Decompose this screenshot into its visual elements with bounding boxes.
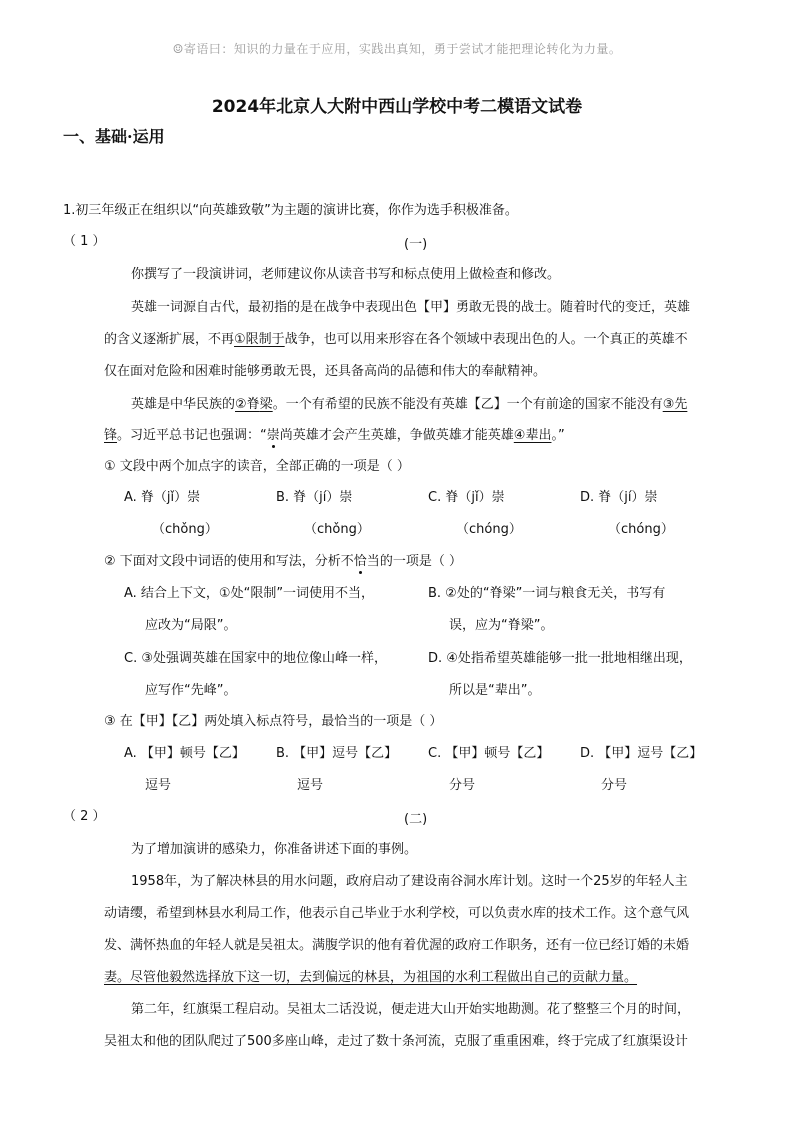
- q2-option-a[interactable]: A. 结合上下文，①处“限制”一词使用不当，: [124, 586, 375, 601]
- q1-option-b[interactable]: B. 脊（jí）崇: [276, 490, 353, 505]
- story-p1-line3: 发、满怀热血的年轻人就是吴祖太。满腹学识的他有着优渥的政府工作职务，还有一位已经订婚的未婚: [104, 938, 690, 953]
- q2-prompt-a: ② 下面对文段中词语的使用和写法，分析: [104, 554, 341, 569]
- underlined-phrase-3b: 锋: [104, 428, 118, 443]
- q1-option-d[interactable]: D. 脊（jí）崇: [580, 490, 658, 505]
- story-p1-line2: 动请缨，希望到林县水利局工作，他表示自己毕业于水利学校，可以负责水库的技术工作。这个意气风: [104, 906, 690, 921]
- q2-option-a-cont: 应改为“局限”。: [145, 618, 237, 633]
- q1-option-c-cont: （chóng）: [456, 522, 522, 537]
- story-p1-line4: 妻。尽管他毅然选择放下这一切，去到偏远的林县，为祖国的水利工程做出自己的贡献力量。: [104, 970, 638, 985]
- section-heading: 一、基础·运用: [63, 127, 165, 146]
- para1-line2-a: 的含义逐渐扩展，不再: [104, 332, 235, 347]
- story-p2-line1: 第二年，红旗渠工程启动。吴祖太二话没说，便走进大山开始实地勘测。花了整整三个月的时间，: [131, 1002, 691, 1017]
- header-motto: ☺寄语曰：知识的力量在于应用，实践出真知，勇于尝试才能把理论转化为力量。: [172, 42, 622, 56]
- para2-line1: [131, 396, 687, 414]
- q2-option-d-cont: 所以是“辈出”。: [449, 683, 541, 698]
- q2-option-b[interactable]: B. ②处的“脊梁”一词与粮食无关，书写有: [428, 586, 666, 601]
- underlined-phrase-3: ③先: [662, 397, 688, 412]
- underlined-phrase-2b: 梁: [259, 397, 273, 412]
- q3-option-c[interactable]: C. 【甲】顿号【乙】: [428, 746, 550, 761]
- part-number-2: （ 2 ）: [63, 809, 106, 824]
- q1-option-d-cont: （chóng）: [608, 522, 674, 537]
- story-p2-line2: 吴祖太和他的团队爬过了500多座山峰，走过了数十条河流，克服了重重困难，终于完成了红旗渠设计: [104, 1034, 688, 1049]
- part1-intro: 你撰写了一段演讲词，老师建议你从读音书写和标点使用上做检查和修改。: [131, 267, 561, 282]
- part-label-2: (二): [404, 812, 428, 827]
- q2-option-b-cont: 误，应为“脊梁”。: [449, 618, 554, 633]
- story-p1-line1: 1958年，为了解决林县的用水问题，政府启动了建设南谷洞水库计划。这时一个25岁的年轻人主: [131, 874, 688, 889]
- q2-prompt-b: 的一项是（ ）: [379, 554, 462, 569]
- q3-option-b[interactable]: B. 【甲】逗号【乙】: [276, 746, 398, 761]
- subquestion-3-prompt: ③ 在【甲】【乙】两处填入标点符号，最恰当的一项是（ ）: [104, 714, 443, 729]
- para2-line1-a: 英雄是中华民族的: [131, 397, 236, 412]
- subquestion-1-prompt: ① 文段中两个加点字的读音，全部正确的一项是（ ）: [104, 459, 410, 474]
- q2-option-c[interactable]: C. ③处强调英雄在国家中的地位像山峰一样，: [124, 651, 387, 666]
- para2-line2-a: 。习近平总书记也强调：“: [117, 428, 267, 443]
- q2-option-c-cont: 应写作“先峰”。: [145, 683, 237, 698]
- q1-option-c[interactable]: C. 脊（jǐ）崇: [428, 490, 505, 505]
- para1-line1: 英雄一词源自古代，最初指的是在战争中表现出色【甲】勇敢无畏的战士。随着时代的变迁，英雄: [131, 300, 691, 315]
- question-stem: 1.初三年级正在组织以“向英雄致敬”为主题的演讲比赛，你作为选手积极准备。: [63, 203, 518, 218]
- part-label-1: (一): [404, 237, 428, 252]
- para2-line2-b: 尚英雄才会产生英雄，争做英雄才能英雄: [279, 428, 514, 443]
- part-number-1: （ 1 ）: [63, 234, 106, 249]
- q3-option-d-cont: 分号: [601, 778, 628, 793]
- dotted-char: 崇: [266, 428, 280, 443]
- q3-option-b-cont: 逗号: [297, 778, 324, 793]
- underlined-phrase-2a: ②脊: [235, 397, 260, 412]
- para1-line2-b: 战争，也可以用来形容在各个领域中表现出色的人。一个真正的英雄不: [284, 332, 688, 347]
- q3-option-a-cont: 逗号: [145, 778, 172, 793]
- part2-intro: 为了增加演讲的感染力，你准备讲述下面的事例。: [131, 842, 418, 857]
- q1-option-a[interactable]: A. 脊（jǐ）崇: [124, 490, 201, 505]
- para1-line3: 仅在面对危险和困难时能够勇敢无畏，还具备高尚的品德和伟大的奉献精神。: [104, 364, 547, 379]
- subquestion-2-prompt: [104, 553, 462, 571]
- page-title: 2024年北京人大附中西山学校中考二模语文试卷: [211, 97, 583, 117]
- q2-option-d[interactable]: D. ④处指希望英雄能够一批一批地相继出现，: [428, 651, 692, 666]
- para2-line1-b: 。一个有希望的民族不能没有英雄【乙】一个有前途的国家不能没有: [272, 397, 663, 412]
- q1-option-a-cont: （chǒng）: [152, 522, 218, 537]
- q2-prompt-dotted: 不恰当: [340, 554, 380, 569]
- para2-line2: [104, 427, 565, 445]
- underlined-phrase-1: ①限制于: [234, 332, 285, 347]
- q1-option-b-cont: （chǒng）: [304, 522, 370, 537]
- q3-option-c-cont: 分号: [449, 778, 476, 793]
- q3-option-a[interactable]: A. 【甲】顿号【乙】: [124, 746, 245, 761]
- q3-option-d[interactable]: D. 【甲】逗号【乙】: [580, 746, 703, 761]
- para2-line2-c: 。”: [551, 428, 565, 443]
- underlined-phrase-4: ④辈出: [513, 428, 552, 443]
- para1-line2: [104, 331, 688, 349]
